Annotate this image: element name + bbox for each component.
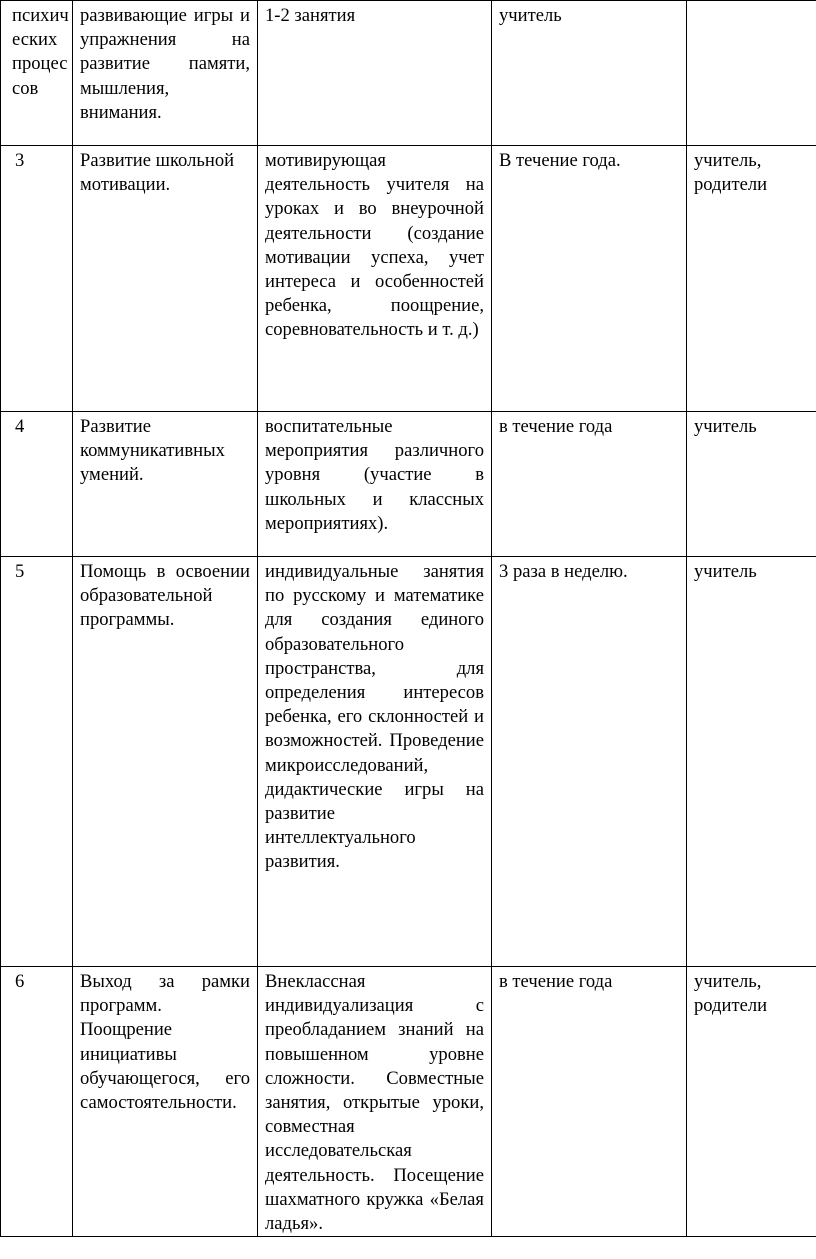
row-number-cell: 5 xyxy=(1,557,73,967)
term-cell: В течение года. xyxy=(492,146,687,412)
term-cell: 3 раза в неделю. xyxy=(492,557,687,967)
task-cell: Выход за рамки программ. Поощрение инициативы обучающегося, его самостоятельности. xyxy=(73,967,258,1237)
task-cell: Развитие школьной мотивации. xyxy=(73,146,258,412)
responsible-cell: учитель xyxy=(687,412,816,557)
activity-cell: индивидуальные занятия по русскому и математике для создания единого образовательного пространства, для определения интересов ребенка, его склонностей и возможностей. Проведение микроисследований, дидактические игры на развитие интеллектуального развития. xyxy=(258,557,492,967)
responsible-cell: учитель, родители xyxy=(687,967,816,1237)
responsible-cell: учитель, родители xyxy=(687,146,816,412)
table-row xyxy=(1,412,816,557)
table-row xyxy=(1,967,816,1237)
task-cell: Помощь в освоении образовательной программы. xyxy=(73,557,258,967)
table-row xyxy=(1,1,816,146)
activity-cell: 1-2 занятия xyxy=(258,1,492,146)
term-cell: учитель xyxy=(492,1,687,146)
row-number-cell: психических процессов xyxy=(1,1,73,146)
activity-cell: воспитательные мероприятия различного уровня (участие в школьных и классных мероприятиях). xyxy=(258,412,492,557)
table-row xyxy=(1,146,816,412)
row-number-cell: 3 xyxy=(1,146,73,412)
responsible-cell xyxy=(687,1,816,146)
activity-cell: мотивирующая деятельность учителя на уроках и во внеурочной деятельности (создание мотивации успеха, учет интереса и особенностей ребенка, поощрение, соревновательность и т. д.) xyxy=(258,146,492,412)
term-cell: в течение года xyxy=(492,967,687,1237)
activity-cell: Внеклассная индивидуализация с преобладанием знаний на повышенном уровне сложности. Совместные занятия, открытые уроки, совместная исследовательская деятельность. Посещение шахматного кружка «Белая ладья». xyxy=(258,967,492,1237)
responsible-cell: учитель xyxy=(687,557,816,967)
row-number-cell: 6 xyxy=(1,967,73,1237)
task-cell: Развитие коммуникативных умений. xyxy=(73,412,258,557)
table-row xyxy=(1,557,816,967)
task-cell: развивающие игры и упражнения на развитие памяти, мышления, внимания. xyxy=(73,1,258,146)
row-number-cell: 4 xyxy=(1,412,73,557)
term-cell: в течение года xyxy=(492,412,687,557)
